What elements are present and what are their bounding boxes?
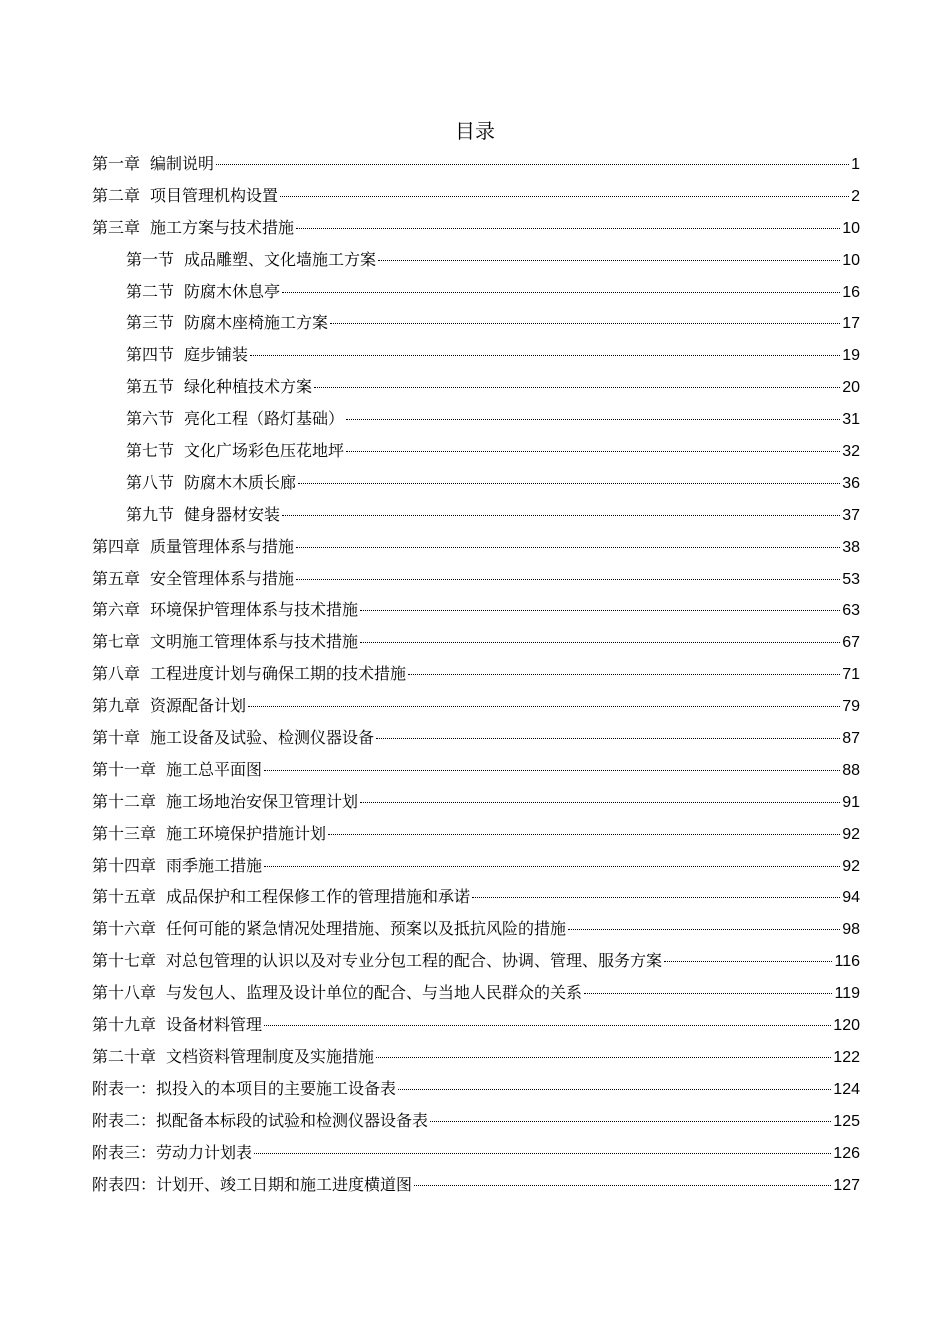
toc-entry-page-number: 63	[842, 602, 860, 620]
toc-entry-label	[126, 307, 328, 339]
toc-entry-page-number: 87	[842, 730, 860, 748]
toc-entry-page-number: 37	[842, 506, 860, 524]
toc-entry-number: 第六章	[92, 600, 141, 620]
toc-entry-label	[92, 180, 278, 212]
toc-entry-title: 资源配备计划	[150, 696, 247, 716]
toc-dot-leader	[216, 164, 849, 165]
toc-entry-title: 文明施工管理体系与技术措施	[150, 632, 359, 652]
toc-entry-title: 文化广场彩色压花地坪	[184, 441, 345, 461]
toc-entry[interactable]	[92, 722, 860, 754]
toc-entry-label	[92, 212, 294, 244]
toc-entry[interactable]	[92, 594, 860, 626]
toc-entry-label	[92, 1137, 252, 1169]
toc-entry-title: 绿化种植技术方案	[184, 377, 313, 397]
toc-entry[interactable]	[92, 563, 860, 595]
toc-entry[interactable]	[92, 467, 860, 499]
toc-dot-leader	[254, 1153, 831, 1154]
toc-entry[interactable]	[92, 786, 860, 818]
toc-entry-title: 成品雕塑、文化墙施工方案	[184, 249, 377, 269]
toc-entry[interactable]	[92, 148, 860, 180]
toc-entry-label	[92, 722, 374, 754]
toc-entry-page-number: 1	[851, 156, 860, 173]
toc-entry-number: 第五章	[92, 568, 141, 588]
toc-entry-number: 第五节	[126, 377, 175, 397]
toc-entry-label	[92, 945, 662, 977]
toc-entry[interactable]	[92, 1137, 860, 1169]
toc-dot-leader	[250, 355, 840, 356]
toc-entry-number: 第十章	[92, 728, 141, 748]
toc-entry[interactable]	[92, 531, 860, 563]
toc-entry[interactable]	[92, 1009, 860, 1041]
toc-entry-label	[126, 467, 296, 499]
toc-dot-leader	[264, 770, 840, 771]
toc-entry-page-number: 79	[842, 698, 860, 716]
toc-dot-leader	[330, 323, 840, 324]
toc-entry[interactable]	[92, 499, 860, 531]
toc-entry-number: 第二十章	[92, 1046, 157, 1066]
toc-dot-leader	[296, 547, 840, 548]
toc-entry-page-number: 127	[833, 1176, 860, 1194]
toc-dot-leader	[360, 642, 840, 643]
toc-entry-title: 亮化工程（路灯基础）	[184, 409, 345, 429]
toc-dot-leader	[314, 387, 840, 388]
toc-entry-page-number: 20	[842, 379, 860, 397]
toc-entry-number: 第二章	[92, 185, 141, 205]
toc-entry-number: 第十七章	[92, 951, 157, 971]
toc-entry[interactable]	[92, 754, 860, 786]
toc-entry-title: 质量管理体系与措施	[150, 536, 295, 556]
toc-entry[interactable]	[92, 977, 860, 1009]
toc-entry-title: 防腐木木质长廊	[184, 472, 297, 492]
toc-entry[interactable]	[92, 881, 860, 913]
toc-entry-label	[126, 371, 312, 403]
toc-entry-page-number: 88	[842, 761, 860, 779]
toc-entry-title: 附表一：拟投入的本项目的主要施工设备表	[92, 1078, 397, 1098]
toc-entry[interactable]	[92, 1169, 860, 1201]
toc-entry-label	[126, 276, 280, 308]
toc-entry-number: 第七章	[92, 632, 141, 652]
toc-entry-title: 安全管理体系与措施	[150, 568, 295, 588]
toc-entry-page-number: 92	[842, 857, 860, 875]
toc-entry-label	[92, 1105, 428, 1137]
toc-dot-leader	[568, 929, 840, 930]
toc-entry[interactable]	[92, 658, 860, 690]
toc-dot-leader	[360, 802, 840, 803]
toc-entry-page-number: 125	[833, 1112, 860, 1130]
toc-entry[interactable]	[92, 945, 860, 977]
toc-entry[interactable]	[92, 212, 860, 244]
toc-entry-label	[92, 913, 566, 945]
toc-entry-page-number: 120	[833, 1017, 860, 1035]
toc-entry-page-number: 92	[842, 825, 860, 843]
toc-entry-number: 第十九章	[92, 1015, 157, 1035]
toc-dot-leader	[296, 228, 840, 229]
toc-dot-leader	[298, 483, 840, 484]
toc-entry[interactable]	[92, 690, 860, 722]
toc-dot-leader	[430, 1121, 831, 1122]
toc-entry[interactable]	[92, 244, 860, 276]
toc-entry[interactable]	[92, 850, 860, 882]
toc-entry-page-number: 126	[833, 1144, 860, 1162]
toc-entry-page-number: 38	[842, 538, 860, 556]
toc-entry-number: 第九节	[126, 504, 175, 524]
toc-entry-page-number: 53	[842, 570, 860, 588]
toc-entry-title: 附表二：拟配备本标段的试验和检测仪器设备表	[92, 1110, 429, 1130]
toc-entry-label	[92, 977, 582, 1009]
toc-entry-label	[92, 658, 406, 690]
toc-entry-label	[92, 563, 294, 595]
toc-entry-number: 第十三章	[92, 823, 157, 843]
toc-entry-title: 庭步铺装	[184, 345, 249, 365]
toc-entry-number: 第二节	[126, 281, 175, 301]
toc-dot-leader	[408, 674, 840, 675]
toc-entry-label	[92, 690, 246, 722]
toc-entry-title: 施工场地治安保卫管理计划	[166, 791, 359, 811]
toc-entry-number: 第三章	[92, 217, 141, 237]
toc-entry-title: 施工总平面图	[166, 759, 263, 779]
toc-entry-number: 第十五章	[92, 887, 157, 907]
toc-dot-leader	[328, 834, 840, 835]
toc-entry-label	[92, 148, 214, 180]
toc-dot-leader	[378, 260, 840, 261]
toc-entry-page-number: 36	[842, 474, 860, 492]
toc-entry[interactable]	[92, 403, 860, 435]
toc-entry-label	[92, 626, 358, 658]
toc-entry-page-number: 116	[834, 953, 860, 971]
toc-entry-number: 第十二章	[92, 791, 157, 811]
toc-entry-page-number: 10	[842, 251, 860, 269]
toc-entry[interactable]	[92, 339, 860, 371]
toc-entry-title: 编制说明	[150, 154, 215, 173]
toc-dot-leader	[398, 1089, 831, 1090]
toc-entry-title: 施工环境保护措施计划	[166, 823, 327, 843]
toc-entry-title: 施工方案与技术措施	[150, 217, 295, 237]
toc-entry-label	[92, 1009, 262, 1041]
toc-entry-label	[126, 244, 376, 276]
toc-entry-title: 文档资料管理制度及实施措施	[166, 1046, 375, 1066]
toc-entry-number: 第九章	[92, 696, 141, 716]
toc-entry-title: 项目管理机构设置	[150, 185, 279, 205]
toc-entry-label	[92, 881, 470, 913]
toc-dot-leader	[264, 1025, 831, 1026]
toc-entry-title: 防腐木休息亭	[184, 281, 281, 301]
toc-entry-label	[92, 531, 294, 563]
toc-entry-label	[92, 786, 358, 818]
toc-entry[interactable]	[92, 307, 860, 339]
toc-entry[interactable]	[92, 626, 860, 658]
toc-entry-page-number: 67	[842, 634, 860, 652]
toc-entry-page-number: 119	[834, 985, 860, 1003]
toc-entry-label	[126, 435, 344, 467]
toc-entry-title: 防腐木座椅施工方案	[184, 313, 329, 333]
toc-entry-label	[92, 1169, 412, 1201]
toc-entry-label	[126, 339, 248, 371]
toc-entry-number: 第一章	[92, 154, 141, 173]
toc-entry[interactable]	[92, 1073, 860, 1105]
toc-dot-leader	[282, 292, 840, 293]
toc-entry-title: 施工设备及试验、检测仪器设备	[150, 728, 375, 748]
toc-list	[92, 148, 860, 1200]
toc-entry-page-number: 94	[842, 889, 860, 907]
toc-entry-page-number: 91	[842, 793, 860, 811]
toc-entry-page-number: 10	[842, 219, 860, 237]
toc-entry-title: 附表四：计划开、竣工日期和施工进度横道图	[92, 1174, 413, 1194]
toc-title: 目录	[455, 119, 495, 143]
toc-entry[interactable]	[92, 913, 860, 945]
toc-entry-label	[126, 499, 280, 531]
toc-entry-number: 第十八章	[92, 983, 157, 1003]
toc-entry-number: 第六节	[126, 409, 175, 429]
toc-entry[interactable]	[92, 180, 860, 212]
toc-entry-title: 附表三：劳动力计划表	[92, 1142, 253, 1162]
toc-entry-number: 第八章	[92, 664, 141, 684]
toc-entry-number: 第三节	[126, 313, 175, 333]
toc-entry[interactable]	[92, 818, 860, 850]
toc-entry-page-number: 17	[842, 315, 860, 333]
toc-entry-title: 健身器材安装	[184, 504, 281, 524]
toc-entry-title: 工程进度计划与确保工期的技术措施	[150, 664, 407, 684]
toc-entry-number: 第十一章	[92, 759, 157, 779]
toc-entry-label	[126, 403, 344, 435]
toc-entry-number: 第四节	[126, 345, 175, 365]
toc-entry-number: 第十六章	[92, 919, 157, 939]
toc-entry-number: 第一节	[126, 249, 175, 269]
toc-entry-page-number: 31	[842, 411, 860, 429]
toc-entry-title: 对总包管理的认识以及对专业分包工程的配合、协调、管理、服务方案	[166, 951, 663, 971]
toc-dot-leader	[584, 993, 832, 994]
toc-entry-number: 第十四章	[92, 855, 157, 875]
toc-entry-number: 第八节	[126, 472, 175, 492]
toc-dot-leader	[346, 419, 840, 420]
toc-entry[interactable]	[92, 1105, 860, 1137]
toc-entry[interactable]	[92, 276, 860, 308]
toc-entry-number: 第七节	[126, 441, 175, 461]
toc-entry-label	[92, 818, 326, 850]
toc-entry-number: 第四章	[92, 536, 141, 556]
toc-entry-label	[92, 594, 358, 626]
toc-entry-page-number: 2	[851, 187, 860, 205]
toc-entry-title: 环境保护管理体系与技术措施	[150, 600, 359, 620]
toc-dot-leader	[264, 866, 840, 867]
toc-dot-leader	[248, 706, 840, 707]
toc-entry-page-number: 71	[842, 666, 860, 684]
toc-entry-page-number: 32	[842, 443, 860, 461]
toc-dot-leader	[296, 579, 840, 580]
toc-entry-title: 任何可能的紧急情况处理措施、预案以及抵抗风险的措施	[166, 919, 567, 939]
toc-entry-label	[92, 754, 262, 786]
toc-dot-leader	[472, 897, 840, 898]
toc-dot-leader	[376, 1057, 831, 1058]
toc-entry-label	[92, 850, 262, 882]
toc-entry-page-number: 122	[833, 1048, 860, 1066]
toc-dot-leader	[280, 196, 849, 197]
toc-dot-leader	[664, 961, 832, 962]
toc-entry-page-number: 16	[842, 283, 860, 301]
toc-entry-page-number: 19	[842, 347, 860, 365]
toc-entry-page-number: 98	[842, 921, 860, 939]
toc-entry-label	[92, 1073, 396, 1105]
toc-entry[interactable]	[92, 371, 860, 403]
toc-entry-page-number: 124	[833, 1080, 860, 1098]
toc-entry-label	[92, 1041, 374, 1073]
toc-dot-leader	[346, 451, 840, 452]
toc-entry-title: 设备材料管理	[166, 1015, 263, 1035]
toc-dot-leader	[414, 1185, 831, 1186]
toc-entry-title: 成品保护和工程保修工作的管理措施和承诺	[166, 887, 471, 907]
toc-dot-leader	[360, 610, 840, 611]
toc-dot-leader	[376, 738, 840, 739]
toc-dot-leader	[282, 515, 840, 516]
toc-entry[interactable]	[92, 1041, 860, 1073]
toc-entry[interactable]	[92, 435, 860, 467]
toc-entry-title: 雨季施工措施	[166, 855, 263, 875]
toc-entry-title: 与发包人、监理及设计单位的配合、与当地人民群众的关系	[166, 983, 583, 1003]
